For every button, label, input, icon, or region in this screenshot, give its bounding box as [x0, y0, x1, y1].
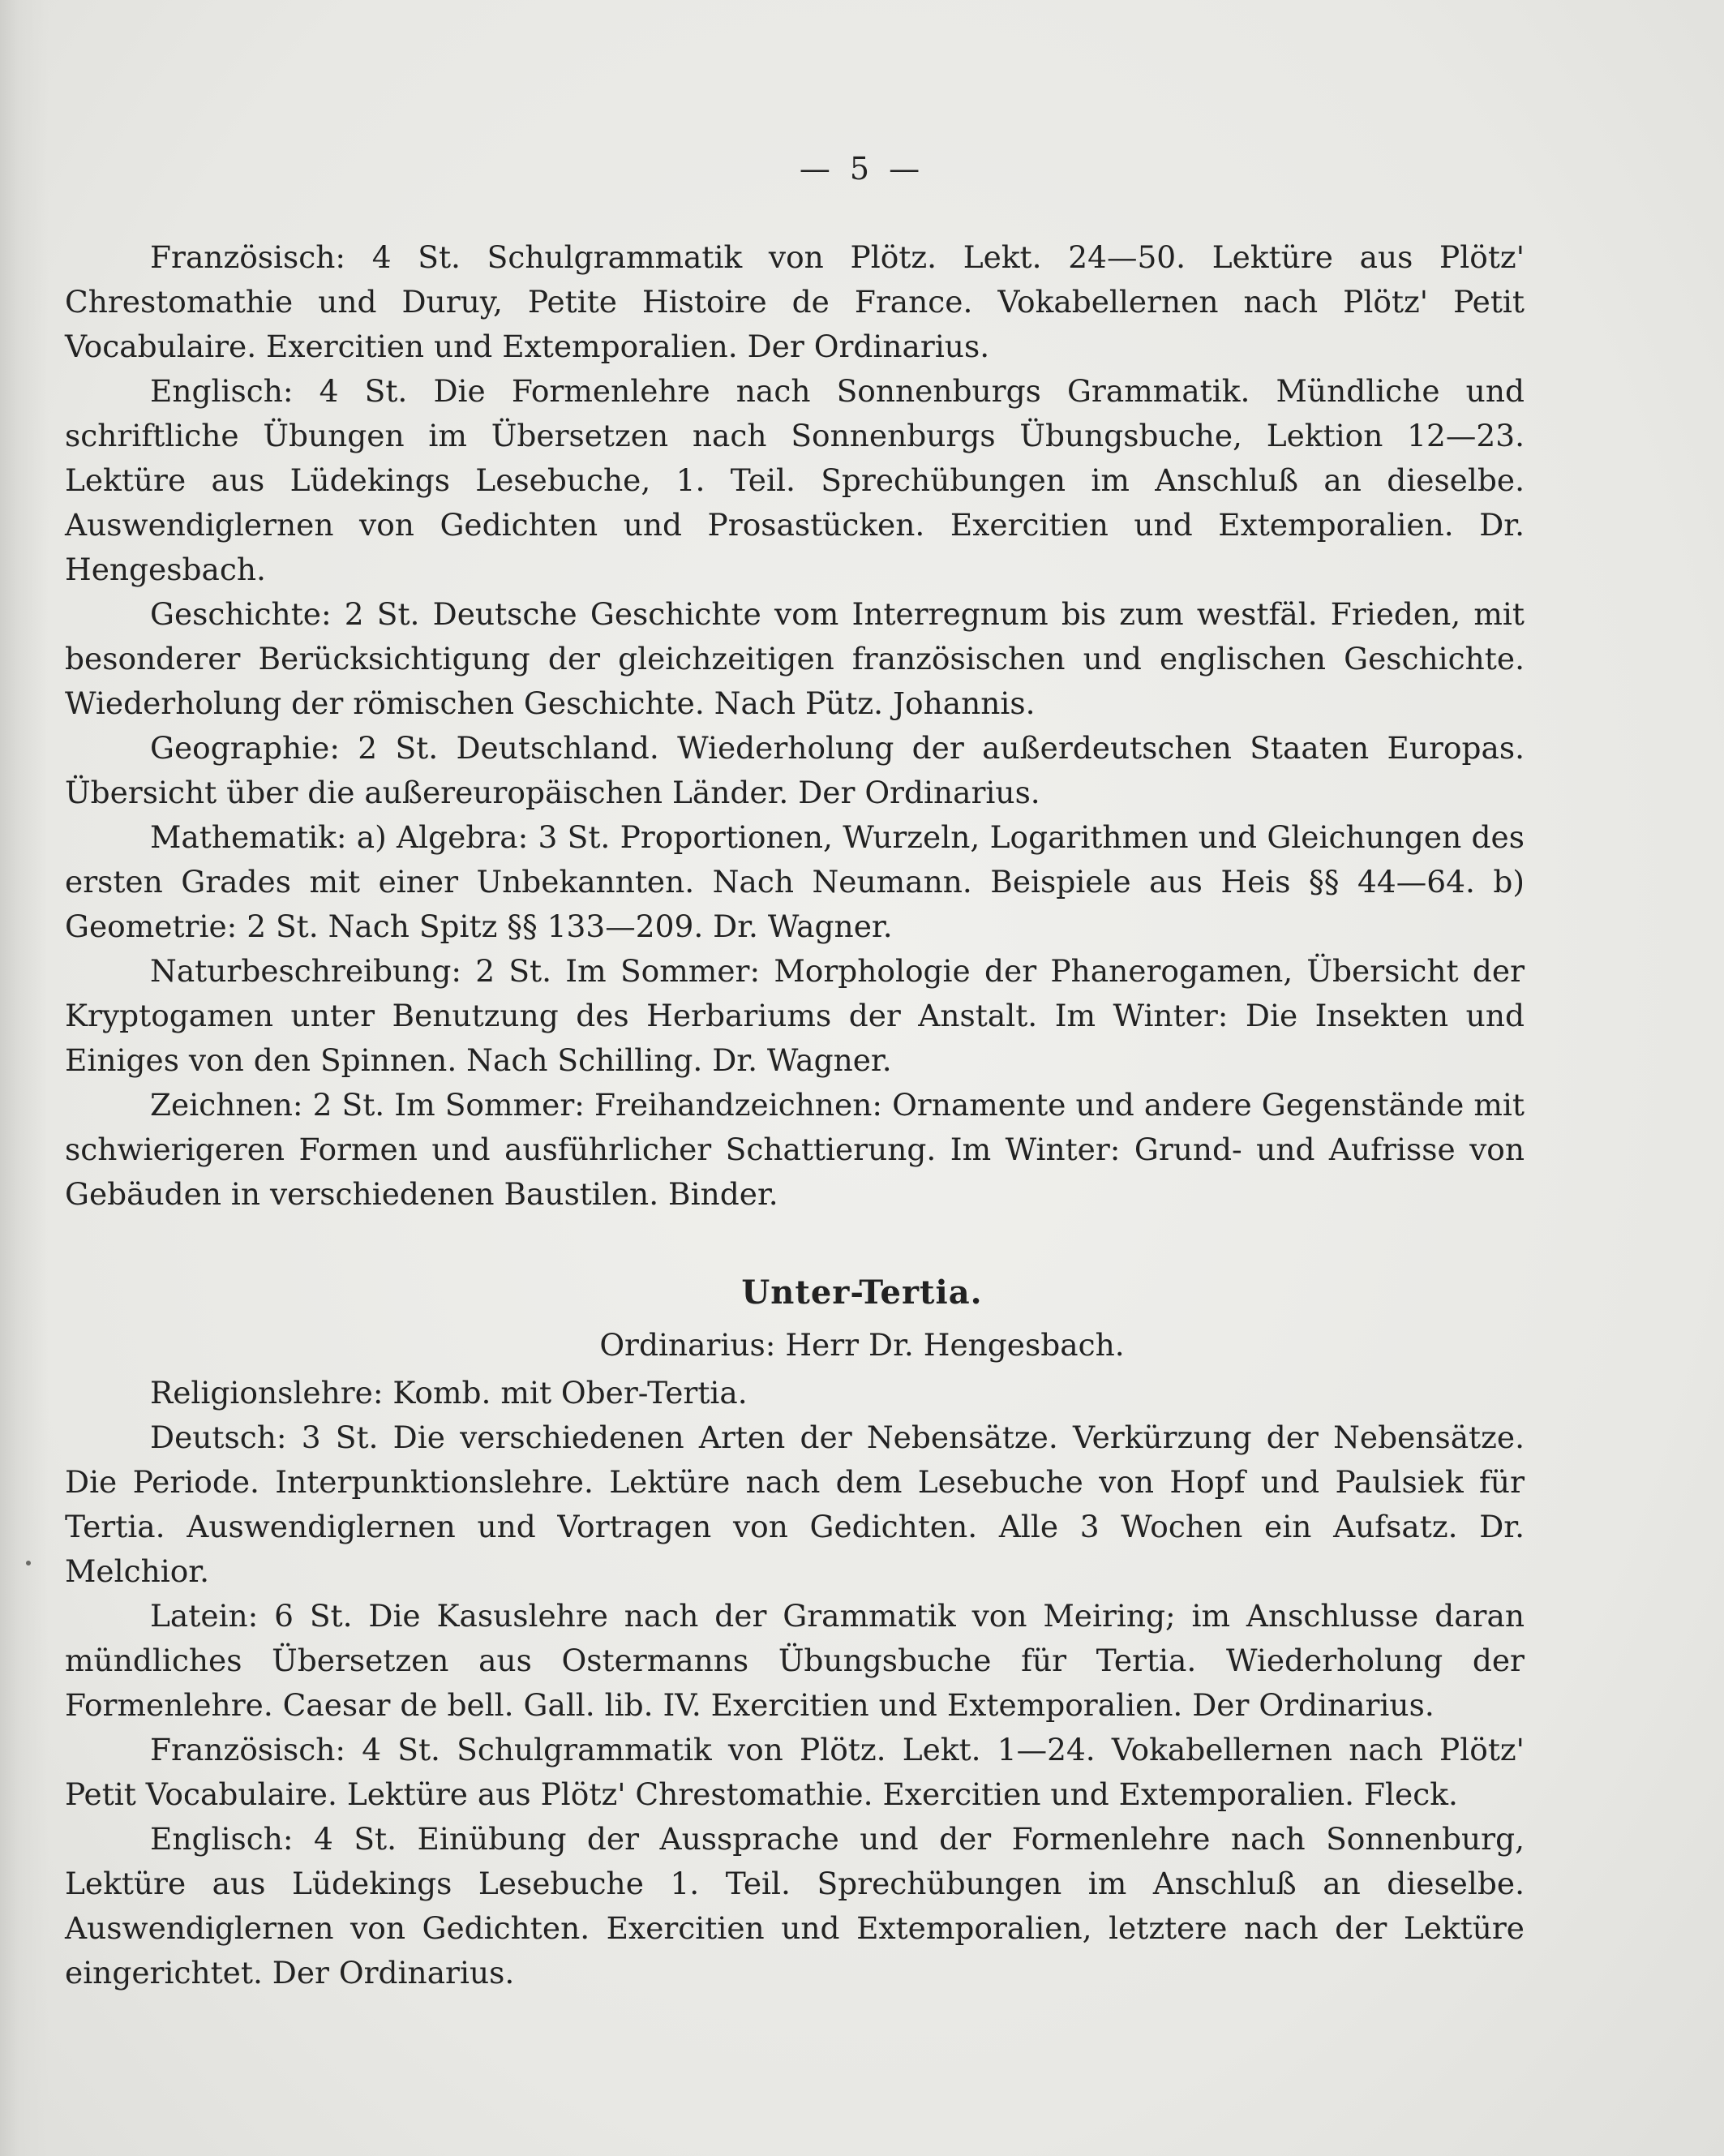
page-number: — 5 — [799, 151, 925, 187]
paragraph-franzoesisch-unter: Französisch: 4 St. Schulgrammatik von Plötz. Lekt. 1—24. Vokabellernen nach Plötz' Petit Vocabulaire. Lektüre aus Plötz' Chrestomathie. Exercitien und Extemporalien. Fleck. [65, 1732, 1525, 1812]
paragraph-religionslehre: Religionslehre: Komb. mit Ober-Tertia. [150, 1375, 748, 1411]
paragraph-mathematik: Mathematik: a) Algebra: 3 St. Proportionen, Wurzeln, Logarithmen und Gleichungen des ersten Grades mit einer Unbekannten. Nach Neumann. Beispiele aus Heis §§ 44—64. b) Geometrie: 2 St. Nach Spitz §§ 133—209. Dr. Wagner. [65, 819, 1525, 944]
paragraph-deutsch: Deutsch: 3 St. Die verschiedenen Arten der Nebensätze. Verkürzung der Nebensätze. Die Periode. Interpunktionslehre. Lektüre nach dem Lesebuche von Hopf und Paulsiek für Tertia. Auswendiglernen und Vortragen von Gedichten. Alle 3 Wochen ein Aufsatz. Dr. Melchior. [65, 1419, 1525, 1589]
paragraph-zeichnen: Zeichnen: 2 St. Im Sommer: Freihandzeichnen: Ornamente und andere Gegenstände mit schwierigeren Formen und ausführlicher Schattierung. Im Winter: Grund- und Aufrisse von Gebäuden in verschiedenen Baustilen. Binder. [65, 1087, 1525, 1212]
paragraph-franzoesisch: Französisch: 4 St. Schulgrammatik von Plötz. Lekt. 24—50. Lektüre aus Plötz' Chrestomathie und Duruy, Petite Histoire de France. Vokabellernen nach Plötz' Petit Vocabulaire. Exercitien und Extemporalien. Der Ordinarius. [65, 239, 1525, 364]
paragraph-geschichte: Geschichte: 2 St. Deutsche Geschichte vom Interregnum bis zum westfäl. Frieden, mit besonderer Berücksichtigung der gleichzeitigen französischen und englischen Geschichte. Wiederholung der römischen Geschichte. Nach Pütz. Johannis. [65, 596, 1525, 721]
paragraph-naturbeschreibung: Naturbeschreibung: 2 St. Im Sommer: Morphologie der Phanerogamen, Übersicht der Kryptogamen unter Benutzung des Herbariums der Anstalt. Im Winter: Die Insekten und Einiges von den Spinnen. Nach Schilling. Dr. Wagner. [65, 953, 1525, 1078]
paragraph-englisch-unter: Englisch: 4 St. Einübung der Aussprache und der Formenlehre nach Sonnenburg, Lektüre aus Lüdekings Lesebuche 1. Teil. Sprechübungen im Anschluß an dieselbe. Auswendiglernen von Gedichten. Exercitien und Extemporalien, letztere nach der Lektüre eingerichtet. Der Ordinarius. [65, 1821, 1525, 1991]
untertertia-curriculum [65, 1371, 1525, 1995]
section-ordinarius: Ordinarius: Herr Dr. Hengesbach. [599, 1327, 1125, 1363]
paper-speck [26, 1561, 31, 1565]
obertertia-curriculum [65, 235, 1525, 1217]
paragraph-englisch: Englisch: 4 St. Die Formenlehre nach Sonnenburgs Grammatik. Mündliche und schriftliche Übungen im Übersetzen nach Sonnenburgs Übungsbuche, Lektion 12—23. Lektüre aus Lüdekings Lesebuche, 1. Teil. Sprechübungen im Anschluß an dieselbe. Auswendiglernen von Gedichten und Prosastücken. Exercitien und Extemporalien. Dr. Hengesbach. [65, 373, 1525, 587]
paragraph-latein: Latein: 6 St. Die Kasuslehre nach der Grammatik von Meiring; im Anschlusse daran mündliches Übersetzen aus Ostermanns Übungsbuche für Tertia. Wiederholung der Formenlehre. Caesar de bell. Gall. lib. IV. Exercitien und Extemporalien. Der Ordinarius. [65, 1598, 1525, 1723]
paragraph-geographie: Geographie: 2 St. Deutschland. Wiederholung der außerdeutschen Staaten Europas. Übersicht über die außereuropäischen Länder. Der Ordinarius. [65, 730, 1525, 810]
section-heading: Unter-Tertia. [741, 1273, 983, 1312]
binding-shadow [0, 0, 49, 2156]
